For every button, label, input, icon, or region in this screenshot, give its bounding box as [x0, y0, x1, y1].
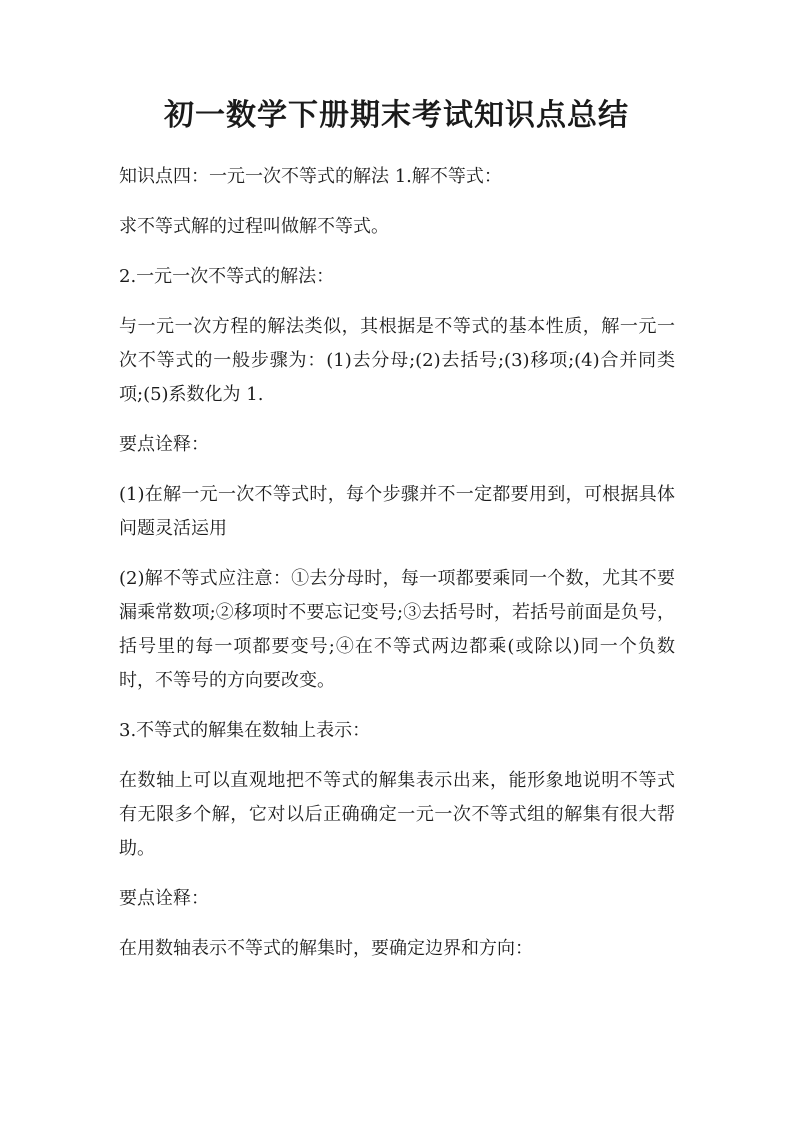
paragraph: 要点诠释： — [119, 888, 209, 909]
paragraph: 在用数轴表示不等式的解集时，要确定边界和方向： — [119, 938, 533, 959]
document-title: 初一数学下册期末考试知识点总结 — [164, 98, 629, 133]
paragraph: (2)解不等式应注意：①去分母时，每一项都要乘同一个数，尤其不要漏乘常数项;②移项时不要忘记变号;③去括号时，若括号前面是负号，括号里的每一项都要变号;④在不等式两边都乘(或除以)同一个负数时，不等号的方向要改变。 — [119, 568, 675, 691]
paragraph: 2.一元一次不等式的解法： — [119, 266, 335, 287]
paragraph: 在数轴上可以直观地把不等式的解集表示出来，能形象地说明不等式有无限多个解，它对以后正确确定一元一次不等式组的解集有很大帮助。 — [119, 770, 675, 859]
paragraph: 知识点四：一元一次不等式的解法 1.解不等式： — [119, 166, 502, 187]
paragraph: 3.不等式的解集在数轴上表示： — [119, 720, 371, 741]
paragraph: 求不等式解的过程叫做解不等式。 — [119, 216, 389, 237]
paragraph: (1)在解一元一次不等式时，每个步骤并不一定都要用到，可根据具体问题灵活运用 — [119, 484, 675, 539]
paragraph: 要点诠释： — [119, 434, 209, 455]
document-body — [119, 160, 675, 982]
paragraph: 与一元一次方程的解法类似，其根据是不等式的基本性质，解一元一次不等式的一般步骤为：(1)去分母;(2)去括号;(3)移项;(4)合并同类项;(5)系数化为 1. — [119, 316, 675, 405]
